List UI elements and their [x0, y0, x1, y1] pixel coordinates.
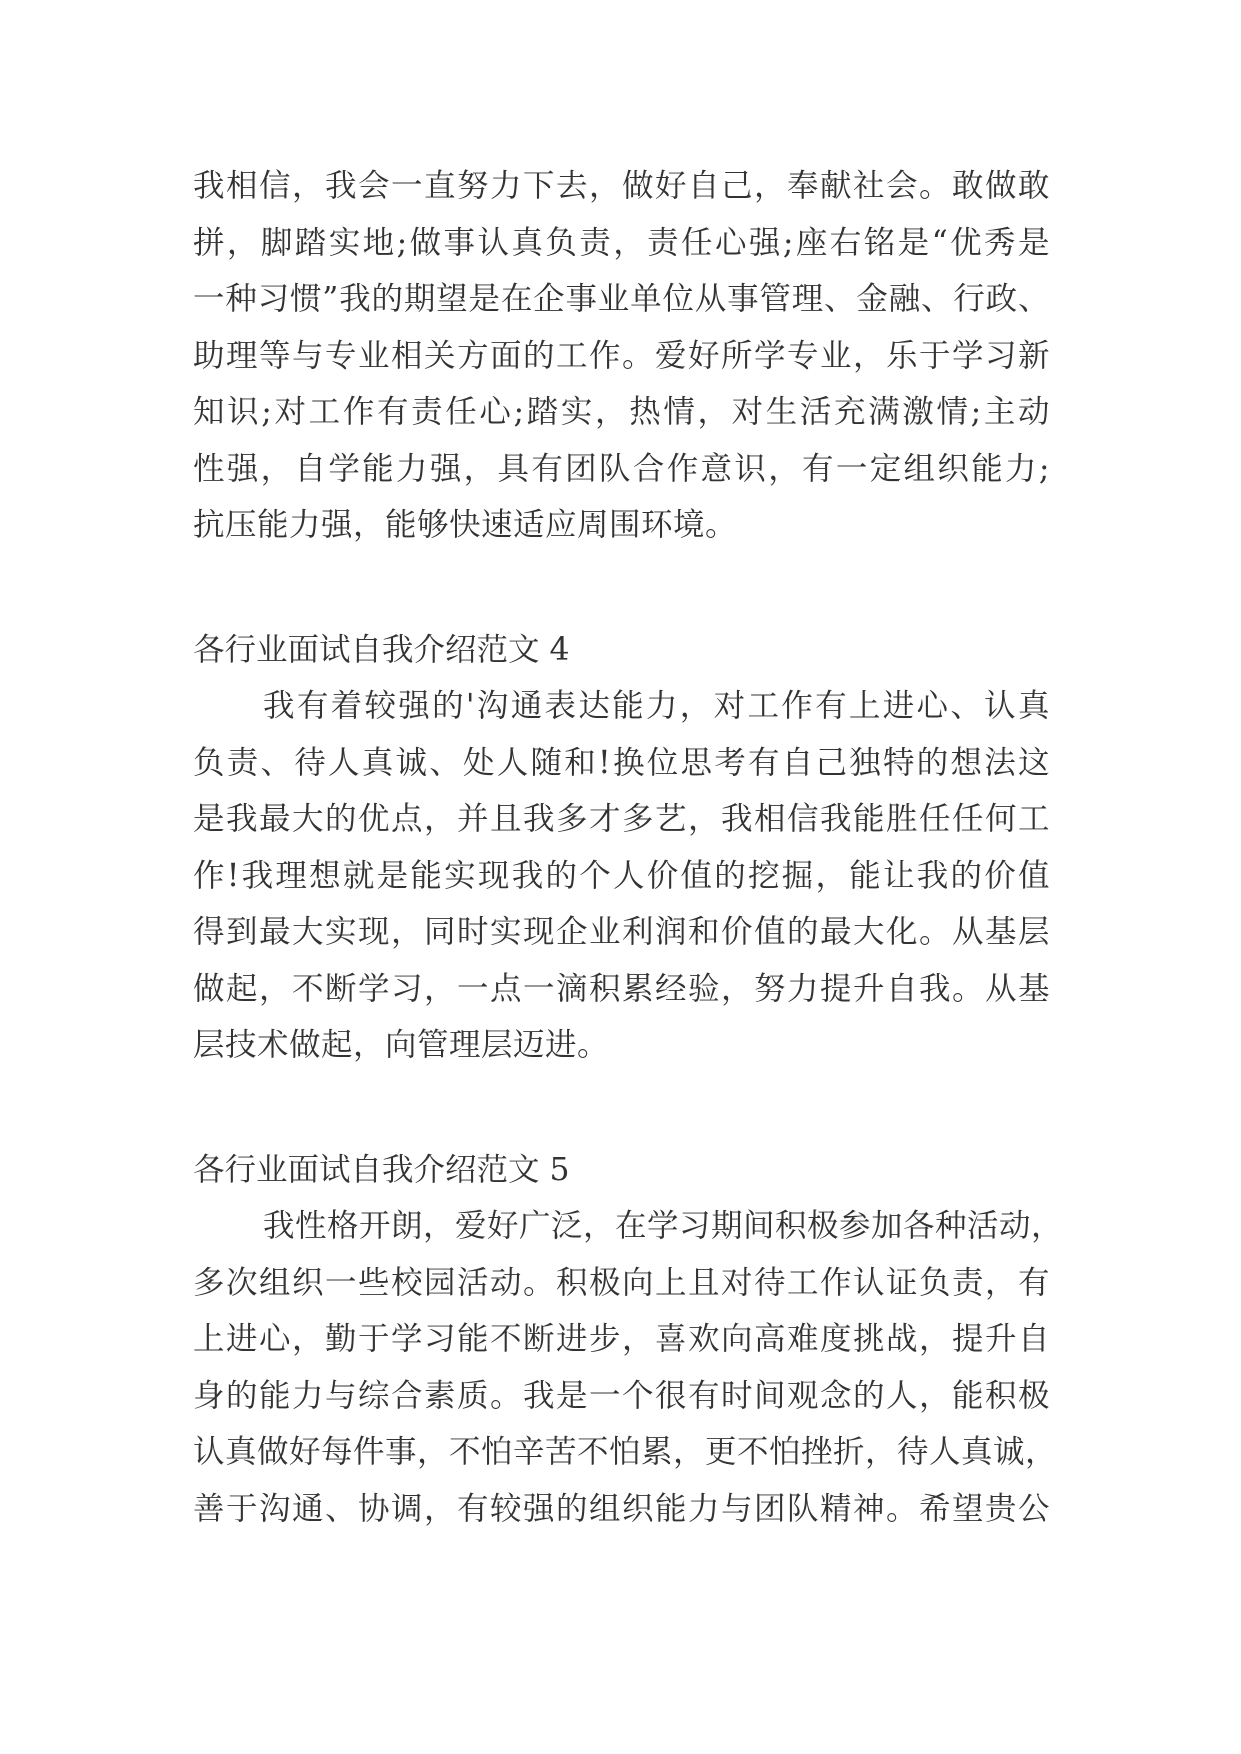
paragraph-intro [193, 158, 1050, 554]
text-line: 知识;对工作有责任心;踏实，热情，对生活充满激情;主动 [193, 394, 1050, 430]
section-sample-4 [193, 622, 1050, 1074]
document-page [193, 158, 1064, 1537]
text-line: 性强，自学能力强，具有团队合作意识，有一定组织能力; [193, 450, 1050, 487]
section-heading: 各行业面试自我介绍范文 4 [193, 631, 570, 668]
text-line: 是我最大的优点，并且我多才多艺，我相信我能胜任任何工 [193, 801, 1050, 837]
text-line: 助理等与专业相关方面的工作。爱好所学专业，乐于学习新 [193, 337, 1050, 374]
text-line: 我有着较强的'沟通表达能力，对工作有上进心、认真 [263, 688, 1050, 724]
section-heading: 各行业面试自我介绍范文 5 [193, 1151, 570, 1188]
text-line: 做起，不断学习，一点一滴积累经验，努力提升自我。从基 [193, 970, 1050, 1007]
text-line: 层技术做起，向管理层迈进。 [193, 1027, 610, 1063]
text-line: 身的能力与综合素质。我是一个很有时间观念的人，能积极 [193, 1377, 1050, 1414]
text-line: 作!我理想就是能实现我的个人价值的挖掘，能让我的价值 [193, 857, 1050, 894]
text-line: 得到最大实现，同时实现企业利润和价值的最大化。从基层 [193, 914, 1050, 950]
text-line: 我相信，我会一直努力下去，做好自己，奉献社会。敢做敢 [193, 168, 1050, 204]
text-line: 善于沟通、协调，有较强的组织能力与团队精神。希望贵公 [193, 1490, 1050, 1527]
text-line: 一种习惯”我的期望是在企事业单位从事管理、金融、行政、 [193, 281, 1050, 317]
text-line: 抗压能力强，能够快速适应周围环境。 [193, 507, 738, 543]
text-line: 多次组织一些校园活动。积极向上且对待工作认证负责，有 [193, 1264, 1050, 1301]
section-gap [193, 554, 1050, 622]
text-line: 上进心，勤于学习能不断进步，喜欢向高难度挑战，提升自 [193, 1321, 1050, 1357]
text-line: 我性格开朗，爱好广泛，在学习期间积极参加各种活动， [263, 1208, 1064, 1244]
section-gap [193, 1074, 1050, 1142]
text-line: 认真做好每件事，不怕辛苦不怕累，更不怕挫折，待人真诚， [193, 1434, 1058, 1470]
text-line: 负责、待人真诚、处人随和!换位思考有自己独特的想法这 [193, 744, 1050, 781]
section-sample-5 [193, 1142, 1064, 1538]
text-line: 拼，脚踏实地;做事认真负责，责任心强;座右铭是“优秀是 [193, 224, 1050, 261]
